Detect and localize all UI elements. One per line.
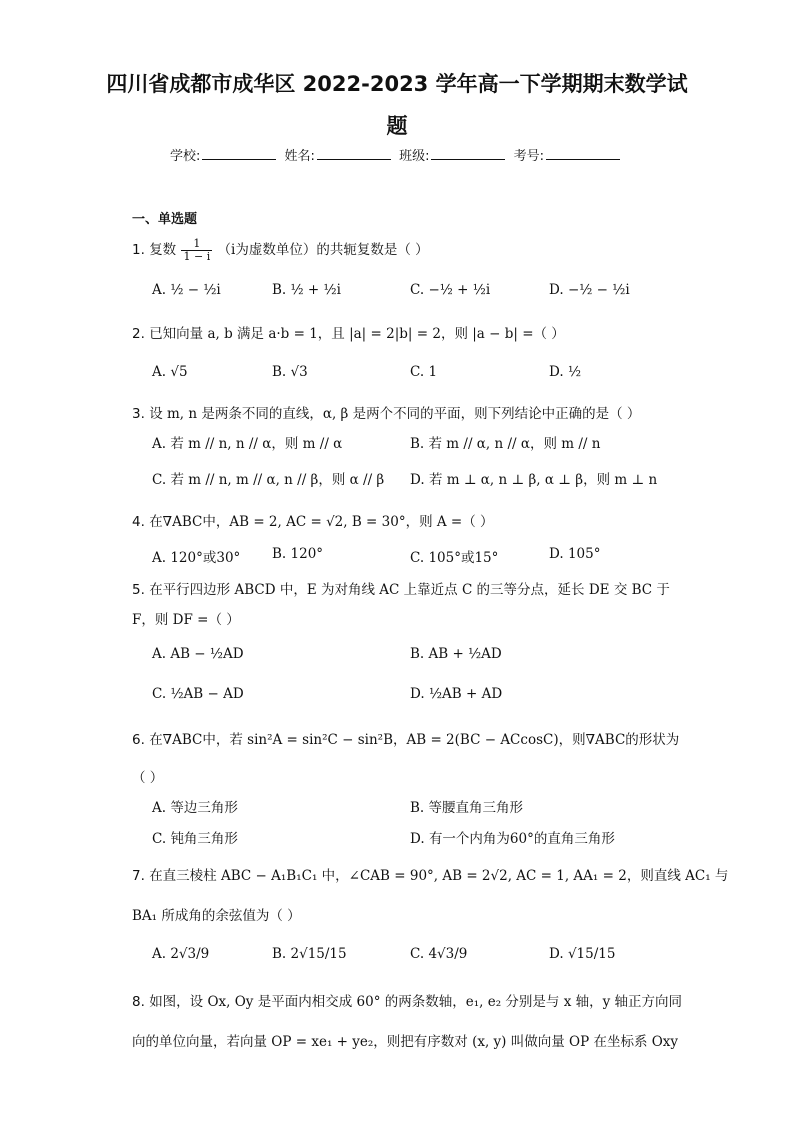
- section-heading: 一、单选题: [132, 212, 198, 227]
- exam-title-line1: 四川省成都市成华区 2022-2023 学年高一下学期期末数学试: [106, 72, 688, 96]
- fraction-denominator: 1 − i: [183, 250, 211, 263]
- question-4-stem: [132, 510, 494, 530]
- option-label: D.: [410, 686, 425, 702]
- question-text: 如图，设 Ox, Oy 是平面内相交成 60° 的两条数轴，e₁, e₂ 分别是与 x 轴，y 轴正方向同: [149, 994, 683, 1010]
- option-b[interactable]: [272, 282, 341, 298]
- option-c[interactable]: [410, 364, 437, 380]
- question-text: 在平行四边形 ABCD 中，E 为对角线 AC 上靠近点 C 的三等分点，延长 DE 交 BC 于: [149, 582, 670, 598]
- question-6-stem: [132, 728, 679, 748]
- question-6-stem-cont: （ ）: [132, 770, 164, 786]
- option-b[interactable]: [272, 364, 308, 380]
- question-text: 设 m, n 是两条不同的直线，α, β 是两个不同的平面，则下列结论中正确的是（ ）: [149, 406, 641, 422]
- class-blank[interactable]: [431, 147, 505, 160]
- option-text: 105°或15°: [428, 550, 499, 566]
- option-label: A.: [152, 646, 167, 662]
- option-label: B.: [410, 800, 425, 816]
- option-label: C.: [152, 686, 167, 702]
- option-label: D.: [549, 282, 564, 298]
- option-text: AB − ½AD: [170, 646, 244, 662]
- option-text: ½AB + AD: [428, 686, 503, 702]
- option-text: 有一个内角为60°的直角三角形: [428, 831, 615, 847]
- option-b[interactable]: [272, 546, 323, 562]
- option-c[interactable]: [152, 468, 384, 488]
- name-blank[interactable]: [317, 147, 391, 160]
- question-text: 已知向量 a, b 满足 a·b = 1，且 |a| = 2|b| = 2，则 |a − b| =（ ）: [149, 326, 565, 342]
- class-label: 班级:: [399, 149, 430, 164]
- option-label: B.: [272, 946, 287, 962]
- question-5-stem-cont: F，则 DF =（ ）: [132, 612, 240, 628]
- option-text: 若 m ⊥ α, n ⊥ β, α ⊥ β，则 m ⊥ n: [428, 472, 658, 488]
- option-label: A.: [152, 364, 167, 380]
- option-label: D.: [410, 472, 425, 488]
- option-label: C.: [410, 550, 425, 566]
- option-text: −½ + ½i: [428, 282, 491, 298]
- option-text: 钝角三角形: [170, 831, 238, 847]
- fraction-numerator: 1: [181, 238, 212, 251]
- option-label: D.: [549, 364, 564, 380]
- option-c[interactable]: [152, 686, 244, 702]
- option-text: 若 m // α, n // α，则 m // n: [428, 436, 601, 452]
- option-d[interactable]: [410, 827, 615, 847]
- option-text: 1: [428, 364, 438, 380]
- option-d[interactable]: [410, 686, 502, 702]
- option-text: 4√3/9: [428, 946, 468, 962]
- option-text: −½ − ½i: [567, 282, 630, 298]
- question-text: 在∇ABC中，AB = 2, AC = √2, B = 30°，则 A =（ ）: [149, 514, 494, 530]
- option-b[interactable]: [410, 432, 600, 452]
- option-text: AB + ½AD: [428, 646, 502, 662]
- option-text: 105°: [567, 546, 601, 562]
- option-text: 2√3/9: [170, 946, 210, 962]
- option-text: 120°或30°: [170, 550, 241, 566]
- question-number: 8.: [132, 994, 145, 1010]
- option-label: D.: [410, 831, 425, 847]
- question-7-stem-cont: BA₁ 所成角的余弦值为（ ）: [132, 908, 301, 924]
- option-label: D.: [549, 946, 564, 962]
- question-2-stem: [132, 322, 565, 342]
- option-label: C.: [410, 282, 425, 298]
- option-label: B.: [410, 436, 425, 452]
- exam-number-label: 考号:: [513, 149, 544, 164]
- option-label: A.: [152, 800, 167, 816]
- option-d[interactable]: [549, 946, 615, 962]
- question-5-stem: [132, 578, 670, 598]
- option-text: ½AB − AD: [170, 686, 244, 702]
- question-text: 在直三棱柱 ABC − A₁B₁C₁ 中，∠CAB = 90°, AB = 2√2, AC = 1, AA₁ = 2，则直线 AC₁ 与: [149, 868, 729, 884]
- question-text: （i为虚数单位）的共轭复数是（ ）: [217, 242, 429, 258]
- question-number: 2.: [132, 326, 145, 342]
- question-number: 6.: [132, 732, 145, 748]
- question-number: 4.: [132, 514, 145, 530]
- option-text: ½ + ½i: [290, 282, 341, 298]
- option-label: A.: [152, 436, 167, 452]
- question-text: 在∇ABC中，若 sin²A = sin²C − sin²B，AB = 2(BC − ACcosC)，则∇ABC的形状为: [149, 732, 680, 748]
- question-text: 复数: [149, 242, 177, 258]
- question-1-stem: [132, 238, 429, 263]
- question-number: 5.: [132, 582, 145, 598]
- school-label: 学校:: [170, 149, 201, 164]
- option-text: 120°: [290, 546, 324, 562]
- question-8-stem: [132, 990, 682, 1010]
- option-label: D.: [549, 546, 564, 562]
- option-c[interactable]: [152, 827, 238, 847]
- option-label: A.: [152, 946, 167, 962]
- option-text: √5: [170, 364, 188, 380]
- option-label: A.: [152, 282, 167, 298]
- option-c[interactable]: [410, 282, 490, 298]
- option-a[interactable]: [152, 946, 209, 962]
- option-b[interactable]: [410, 796, 523, 816]
- option-a[interactable]: [152, 364, 188, 380]
- option-a[interactable]: [152, 796, 238, 816]
- option-c[interactable]: [410, 946, 467, 962]
- option-label: C.: [410, 364, 425, 380]
- option-text: 等腰直角三角形: [428, 800, 524, 816]
- option-b[interactable]: [410, 646, 502, 662]
- option-text: 若 m // n, m // α, n // β，则 α // β: [170, 472, 385, 488]
- question-number: 1.: [132, 242, 145, 258]
- question-number: 3.: [132, 406, 145, 422]
- fraction: [181, 238, 212, 263]
- student-info-line: [0, 145, 794, 164]
- option-label: B.: [272, 364, 287, 380]
- question-3-stem: [132, 402, 640, 422]
- option-text: √3: [290, 364, 308, 380]
- option-a[interactable]: [152, 546, 240, 566]
- option-d[interactable]: [549, 282, 630, 298]
- option-label: C.: [152, 831, 167, 847]
- option-label: C.: [152, 472, 167, 488]
- option-a[interactable]: [152, 646, 244, 662]
- option-d[interactable]: [549, 546, 600, 562]
- option-text: ½: [567, 364, 582, 380]
- exam-title-line2: 题: [386, 114, 408, 138]
- option-text: 若 m // n, n // α，则 m // α: [170, 436, 343, 452]
- option-text: √15/15: [567, 946, 616, 962]
- option-d[interactable]: [549, 364, 581, 380]
- option-c[interactable]: [410, 546, 498, 566]
- option-label: B.: [272, 546, 287, 562]
- exam-number-blank[interactable]: [546, 147, 620, 160]
- option-b[interactable]: [272, 946, 347, 962]
- option-a[interactable]: [152, 432, 342, 452]
- question-7-stem: [132, 864, 728, 884]
- option-text: 2√15/15: [290, 946, 347, 962]
- option-text: 等边三角形: [170, 800, 238, 816]
- option-text: ½ − ½i: [170, 282, 221, 298]
- option-a[interactable]: [152, 282, 221, 298]
- option-d[interactable]: [410, 468, 657, 488]
- option-label: B.: [272, 282, 287, 298]
- name-label: 姓名:: [284, 149, 315, 164]
- question-8-stem-cont: 向的单位向量，若向量 OP = xe₁ + ye₂，则把有序数对 (x, y) 叫做向量 OP 在坐标系 Oxy: [132, 1034, 679, 1050]
- option-label: C.: [410, 946, 425, 962]
- option-label: A.: [152, 550, 167, 566]
- school-blank[interactable]: [202, 147, 276, 160]
- option-label: B.: [410, 646, 425, 662]
- question-number: 7.: [132, 868, 145, 884]
